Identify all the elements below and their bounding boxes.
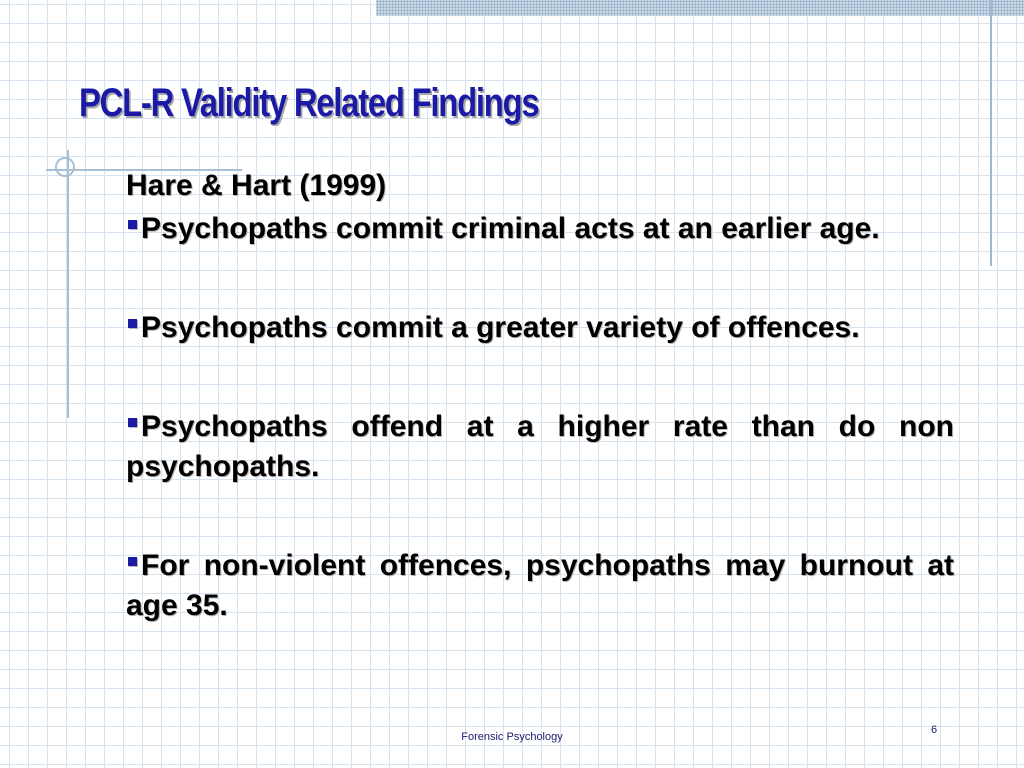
bullet-text: Psychopaths commit criminal acts at an earlier age. bbox=[141, 212, 880, 245]
square-bullet-icon bbox=[128, 220, 137, 229]
right-decorative-line bbox=[990, 0, 992, 266]
square-bullet-icon bbox=[128, 418, 137, 427]
bullet-text: Psychopaths offend at a higher rate than do non psychopaths. bbox=[126, 410, 954, 483]
slide-body bbox=[126, 166, 954, 626]
bullet-item bbox=[126, 546, 954, 626]
decorative-ring bbox=[55, 157, 75, 177]
square-bullet-icon bbox=[128, 319, 137, 328]
citation-subheading: Hare & Hart (1999) bbox=[126, 169, 387, 202]
bullet-item bbox=[126, 209, 954, 249]
square-bullet-icon bbox=[128, 557, 137, 566]
bullet-item bbox=[126, 308, 954, 348]
top-decorative-band bbox=[376, 0, 1024, 16]
bullet-item bbox=[126, 407, 954, 487]
findings-list bbox=[126, 209, 954, 626]
footer-text: Forensic Psychology bbox=[461, 731, 563, 743]
bullet-text: For non-violent offences, psychopaths may burnout at age 35. bbox=[126, 549, 954, 622]
left-decorative-line bbox=[67, 150, 69, 418]
slide-number: 6 bbox=[930, 724, 938, 736]
bullet-text: Psychopaths commit a greater variety of offences. bbox=[141, 311, 860, 344]
slide-title: PCL-R Validity Related Findings bbox=[79, 81, 539, 125]
